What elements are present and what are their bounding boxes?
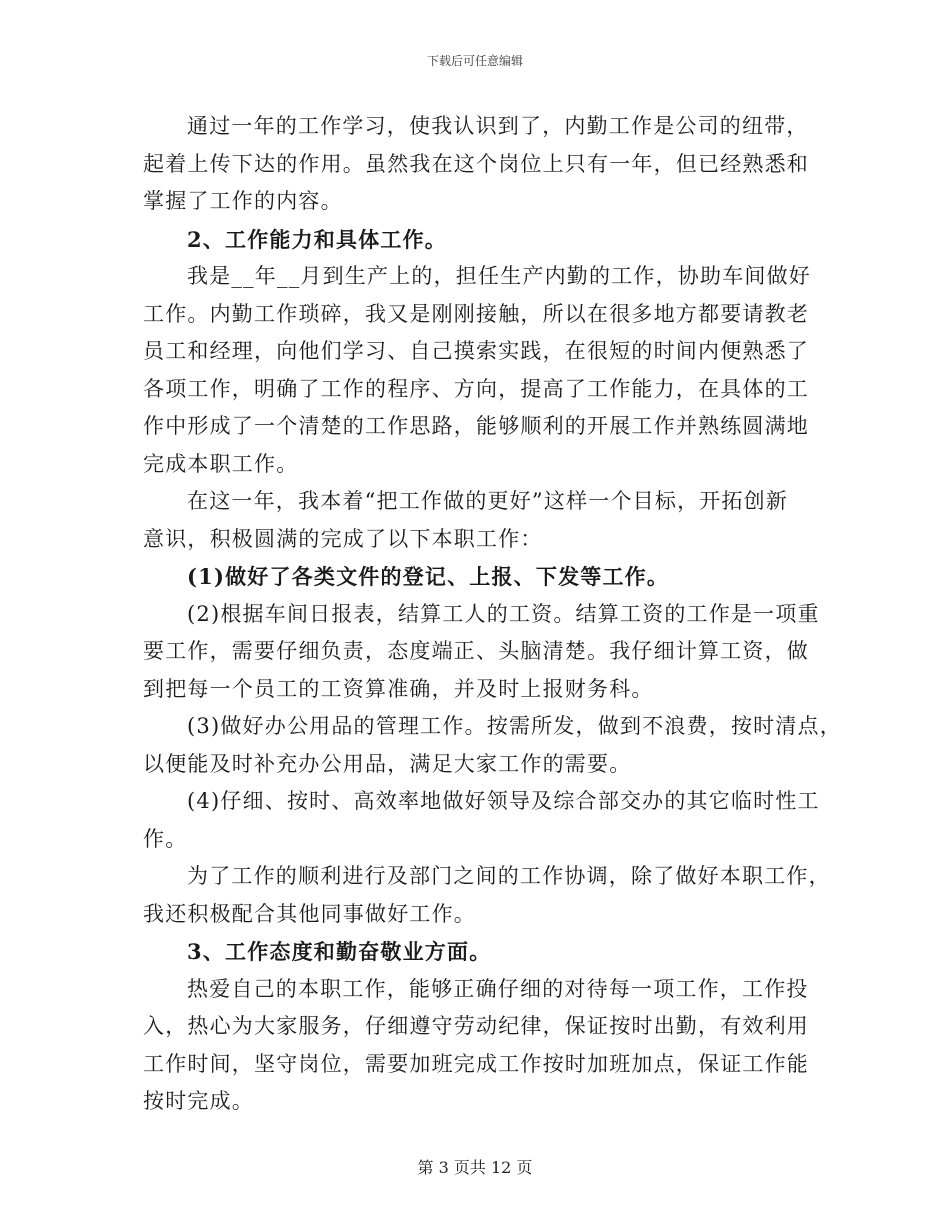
text-line: 作中形成了一个清楚的工作思路，能够顺利的开展工作并熟练圆满地 bbox=[143, 414, 809, 438]
text-line: 入，热心为大家服务，仔细遵守劳动纪律，保证按时出勤，有效利用 bbox=[143, 1014, 809, 1038]
text-line: 要工作，需要仔细负责，态度端正、头脑清楚。我仔细计算工资，做 bbox=[143, 639, 809, 663]
text-line: 在这一年，我本着“把工作做的更好”这样一个目标，开拓创新 bbox=[187, 489, 789, 513]
document-body bbox=[143, 108, 842, 1121]
text-line: 意识，积极圆满的完成了以下本职工作： bbox=[143, 526, 543, 551]
text-line: 我是__年__月到生产上的，担任生产内勤的工作，协助车间做好 bbox=[187, 264, 811, 288]
text-line: 各项工作，明确了工作的程序、方向，提高了工作能力，在具体的工 bbox=[143, 376, 809, 401]
text-line: 起着上传下达的作用。虽然我在这个岗位上只有一年，但已经熟悉和 bbox=[143, 151, 809, 176]
text-line: 按时完成。 bbox=[143, 1089, 254, 1113]
text-line: 工作时间，坚守岗位，需要加班完成工作按时加班加点，保证工作能 bbox=[143, 1051, 809, 1076]
text-line: 完成本职工作。 bbox=[143, 451, 299, 476]
section-heading: 3、工作态度和勤奋敬业方面。 bbox=[187, 939, 492, 964]
section-heading: 2、工作能力和具体工作。 bbox=[187, 226, 448, 252]
text-line: 热爱自己的本职工作，能够正确仔细的对待每一项工作，工作投 bbox=[187, 976, 809, 1001]
text-line: 以便能及时补充办公用品，满足大家工作的需要。 bbox=[143, 751, 632, 776]
text-line: 员工和经理，向他们学习、自己摸索实践，在很短的时间内便熟悉了 bbox=[143, 339, 809, 363]
page-header-note: 下载后可任意编辑 bbox=[426, 54, 523, 68]
text-line: 作。 bbox=[143, 826, 188, 851]
text-line: 为了工作的顺利进行及部门之间的工作协调，除了做好本职工作， bbox=[187, 864, 831, 888]
list-item-heading: (1)做好了各类文件的登记、上报、下发等工作。 bbox=[187, 564, 670, 589]
text-line: 到把每一个员工的工资算准确，并及时上报财务科。 bbox=[143, 676, 654, 701]
text-line: (4)仔细、按时、高效率地做好领导及综合部交办的其它临时性工 bbox=[187, 789, 820, 813]
page-number: 第 3 页共 12 页 bbox=[417, 1158, 533, 1177]
text-line: (2)根据车间日报表，结算工人的工资。结算工资的工作是一项重 bbox=[187, 601, 820, 626]
text-line: (3)做好办公用品的管理工作。按需所发，做到不浪费，按时清点， bbox=[187, 714, 842, 738]
text-line: 我还积极配合其他同事做好工作。 bbox=[143, 901, 476, 926]
text-line: 掌握了工作的内容。 bbox=[143, 189, 343, 213]
text-line: 工作。内勤工作琐碎，我又是刚刚接触，所以在很多地方都要请教老 bbox=[143, 301, 809, 326]
text-line: 通过一年的工作学习，使我认识到了，内勤工作是公司的纽带， bbox=[187, 114, 809, 138]
